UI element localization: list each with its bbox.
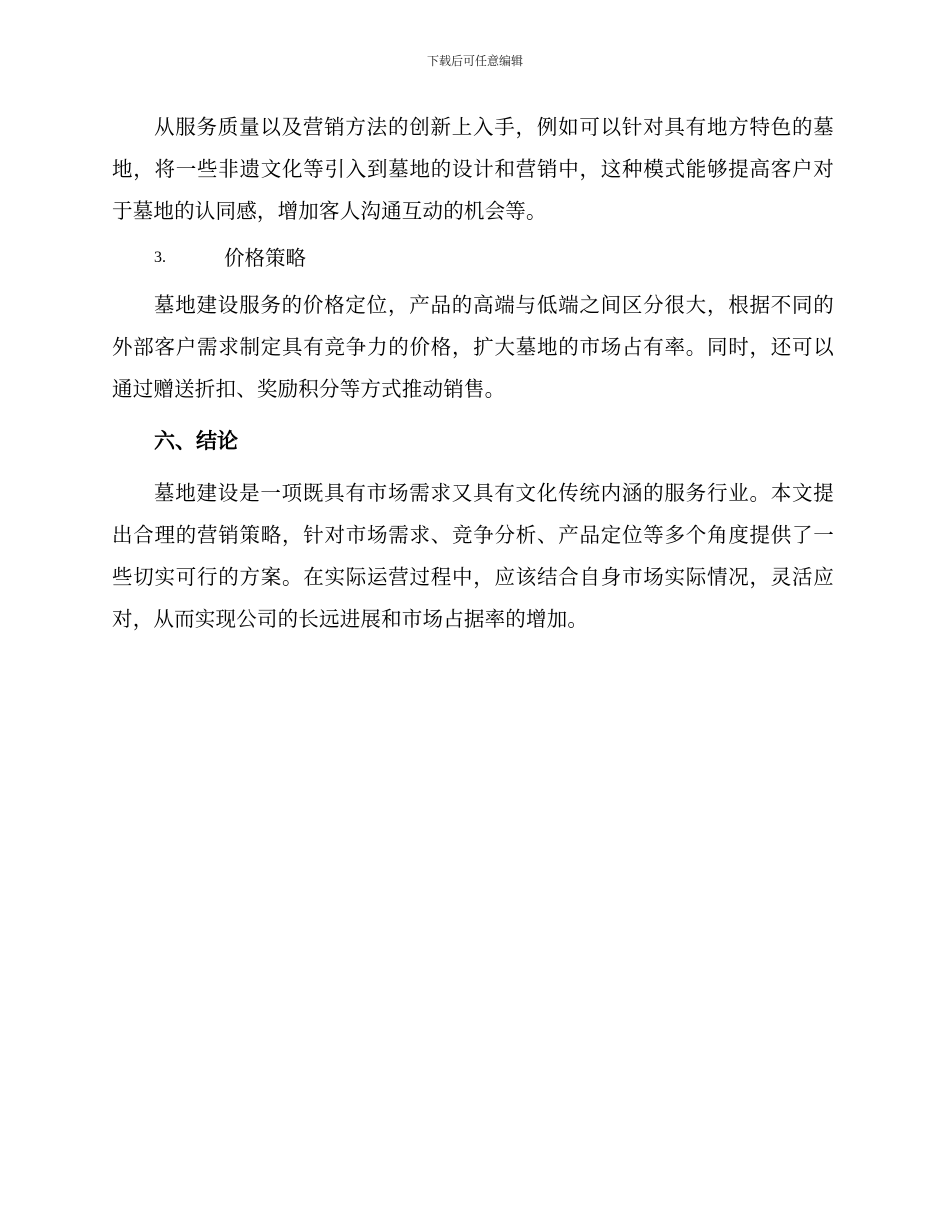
section-heading-conclusion: 六、结论	[154, 428, 238, 453]
list-item-title: 价格策略	[224, 246, 306, 270]
paragraph-conclusion: 墓地建设是一项既具有市场需求又具有文化传统内涵的服务行业。本文提出合理的营销策略，针对市场需求、竞争分析、产品定位等多个角度提供了一些切实可行的方案。在实际运营过程中，应该结合自身市场实际情况，灵活应对，从而实现公司的长远进展和市场占据率的增加。	[112, 481, 834, 631]
paragraph-pricing: 墓地建设服务的价格定位，产品的高端与低端之间区分很大，根据不同的外部客户需求制定具有竞争力的价格，扩大墓地的市场占有率。同时，还可以通过赠送折扣、奖励积分等方式推动销售。	[112, 293, 834, 401]
page-header: 下载后可任意编辑	[426, 54, 523, 68]
paragraph-innovation: 从服务质量以及营销方法的创新上入手，例如可以针对具有地方特色的墓地，将一些非遗文化等引入到墓地的设计和营销中，这种模式能够提高客户对于墓地的认同感，增加客人沟通互动的机会等。	[112, 115, 834, 223]
document-body	[112, 106, 834, 640]
list-item-number: 3.	[154, 249, 166, 266]
list-item-pricing-strategy	[112, 237, 834, 279]
